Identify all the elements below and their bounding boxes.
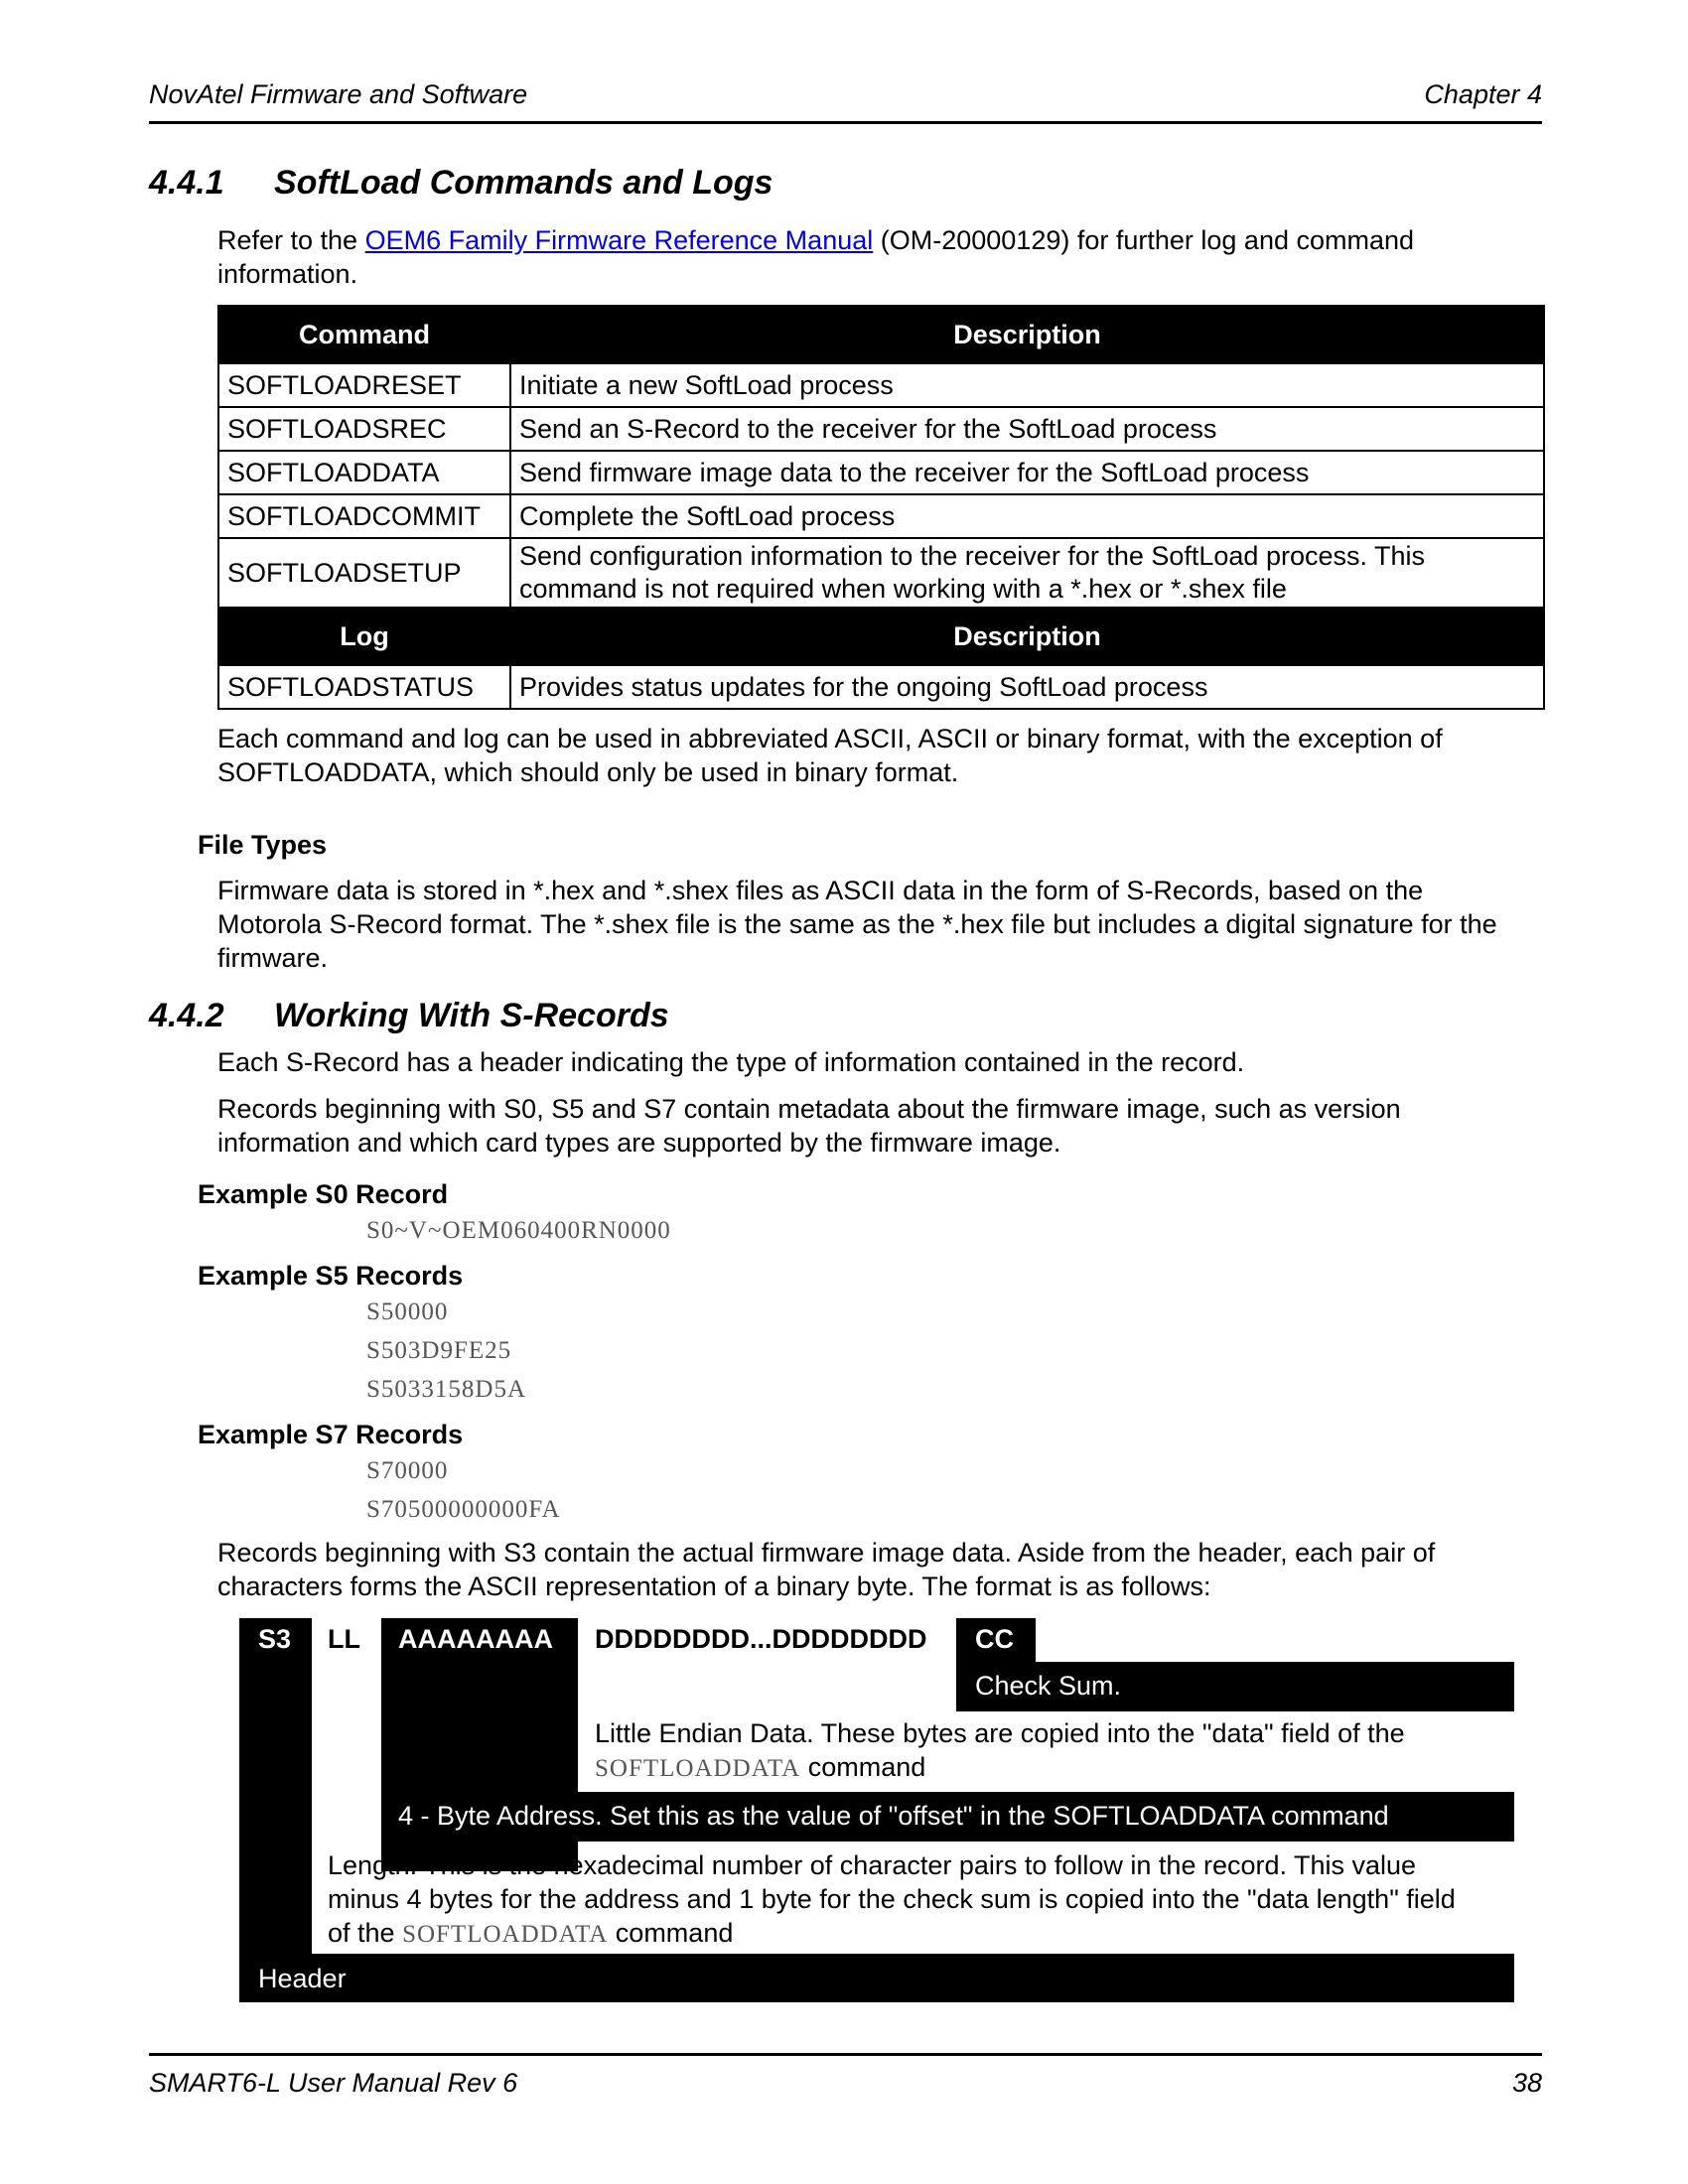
footer-rule xyxy=(149,2053,1542,2056)
command-name: SOFTLOADSREC xyxy=(218,407,510,451)
paragraph-line: Firmware data is stored in *.hex and *.shex files as ASCII data in the form of S-Records, based on the xyxy=(217,876,1424,905)
command-description: Send firmware image data to the receiver for the SoftLoad process xyxy=(510,451,1544,494)
data-description xyxy=(595,1716,1405,1786)
page-number: 38 xyxy=(1511,2068,1542,2098)
running-header-right: Chapter 4 xyxy=(1424,79,1542,109)
description-line: Length. This is the hexadecimal number of character pairs to follow in the record. This value xyxy=(328,1850,1417,1880)
intro-text-post: (OM-20000129) for further log and command xyxy=(873,225,1415,255)
log-description: Provides status updates for the ongoing SoftLoad process xyxy=(510,665,1544,709)
s7-record: S70500000000FA xyxy=(366,1496,561,1523)
description-line: of the xyxy=(328,1918,403,1948)
header-bracket xyxy=(239,1618,312,2002)
header-description: Header xyxy=(258,1964,347,1993)
table-row xyxy=(218,363,1544,407)
example-s0-heading: Example S0 Record xyxy=(198,1179,449,1209)
command-description: Initiate a new SoftLoad process xyxy=(510,363,1544,407)
running-footer-left: SMART6-L User Manual Rev 6 xyxy=(149,2068,518,2098)
command-description: Complete the SoftLoad process xyxy=(510,494,1544,538)
section-heading-4-4-1 xyxy=(149,164,773,203)
log-header-row xyxy=(218,608,1544,665)
command-name: SOFTLOADRESET xyxy=(218,363,510,407)
srecord-header-paragraph: Each S-Record has a header indicating the type of information contained in the record. xyxy=(217,1047,1245,1077)
description-line: command xyxy=(800,1752,926,1782)
paragraph-line: SOFTLOADDATA, which should only be used in binary format. xyxy=(217,757,959,787)
section-number: 4.4.1 xyxy=(149,164,224,202)
paragraph-line: Each command and log can be used in abbreviated ASCII, ASCII or binary format, with the exception of xyxy=(217,724,1443,753)
log-name: SOFTLOADSTATUS xyxy=(218,665,510,709)
description-column-header: Description xyxy=(510,306,1544,363)
s7-record: S70000 xyxy=(366,1457,449,1484)
section-number: 4.4.2 xyxy=(149,997,224,1034)
table-row xyxy=(218,665,1544,709)
section-title: Working With S-Records xyxy=(274,997,669,1034)
s3-field-label: S3 xyxy=(258,1624,292,1654)
s5-record: S50000 xyxy=(366,1298,449,1325)
example-s5-heading: Example S5 Records xyxy=(198,1261,464,1291)
format-note-paragraph xyxy=(217,722,1443,789)
log-column-header: Log xyxy=(218,608,510,665)
description-line: minus 4 bytes for the address and 1 byte for the check sum is copied into the "data length" field xyxy=(328,1884,1456,1914)
length-description xyxy=(328,1848,1456,1952)
intro-text: Refer to the xyxy=(217,225,365,255)
table-row xyxy=(218,407,1544,451)
metadata-paragraph xyxy=(217,1092,1401,1160)
description-line: Little Endian Data. These bytes are copied into the "data" field of the xyxy=(595,1718,1405,1748)
table-row xyxy=(218,538,1544,608)
s5-record: S503D9FE25 xyxy=(366,1337,512,1364)
intro-paragraph xyxy=(217,223,1414,291)
paragraph-line: Records beginning with S0, S5 and S7 contain metadata about the firmware image, such as version xyxy=(217,1094,1401,1124)
address-field-label: AAAAAAAA xyxy=(398,1624,553,1654)
command-description: Send an S-Record to the receiver for the SoftLoad process xyxy=(510,407,1544,451)
paragraph-line: Records beginning with S3 contain the actual firmware image data. Aside from the header, each pair of xyxy=(217,1538,1436,1568)
s3-intro-paragraph xyxy=(217,1536,1435,1603)
section-title: SoftLoad Commands and Logs xyxy=(274,164,774,202)
command-name: SOFTLOADSETUP xyxy=(218,538,510,608)
paragraph-line: firmware. xyxy=(217,943,329,973)
ll-field-label: LL xyxy=(328,1624,360,1654)
command-name: SOFTLOADDATA xyxy=(218,451,510,494)
s5-record: S5033158D5A xyxy=(366,1376,527,1403)
softloaddata-command-ref: SOFTLOADDATA xyxy=(595,1755,801,1782)
file-types-heading: File Types xyxy=(198,830,328,860)
paragraph-line: characters forms the ASCII representation of a binary byte. The format is as follows: xyxy=(217,1571,1211,1601)
intro-text-line2: information. xyxy=(217,259,358,289)
description-line: Send configuration information to the receiver for the SoftLoad process. This xyxy=(519,541,1426,571)
file-types-paragraph xyxy=(217,874,1497,975)
data-field-label: DDDDDDDD...DDDDDDDD xyxy=(595,1624,927,1654)
softload-table xyxy=(217,305,1545,710)
description-column-header: Description xyxy=(510,608,1544,665)
paragraph-line: information and which card types are supported by the firmware image. xyxy=(217,1128,1061,1158)
header-bar xyxy=(239,1954,1514,2002)
cc-field-label: CC xyxy=(975,1624,1014,1654)
section-heading-4-4-2 xyxy=(149,997,669,1035)
command-header-row xyxy=(218,306,1544,363)
description-line: command xyxy=(608,1918,734,1948)
s0-record: S0~V~OEM060400RN0000 xyxy=(366,1217,671,1244)
command-name: SOFTLOADCOMMIT xyxy=(218,494,510,538)
command-description xyxy=(510,538,1544,608)
example-s7-heading: Example S7 Records xyxy=(198,1420,464,1449)
paragraph-line: Motorola S-Record format. The *.shex file is the same as the *.hex file but includes a digital signature for the xyxy=(217,909,1497,939)
table-row xyxy=(218,494,1544,538)
running-header-left: NovAtel Firmware and Software xyxy=(149,79,528,109)
header-rule xyxy=(149,121,1542,124)
description-line: command is not required when working with a *.hex or *.shex file xyxy=(519,574,1287,604)
softloaddata-command-ref: SOFTLOADDATA xyxy=(402,1921,609,1948)
command-column-header: Command xyxy=(218,306,510,363)
address-description: 4 - Byte Address. Set this as the value of "offset" in the SOFTLOADDATA command xyxy=(398,1801,1389,1831)
table-row xyxy=(218,451,1544,494)
reference-manual-link[interactable]: OEM6 Family Firmware Reference Manual xyxy=(364,225,874,255)
checksum-description: Check Sum. xyxy=(975,1671,1122,1701)
